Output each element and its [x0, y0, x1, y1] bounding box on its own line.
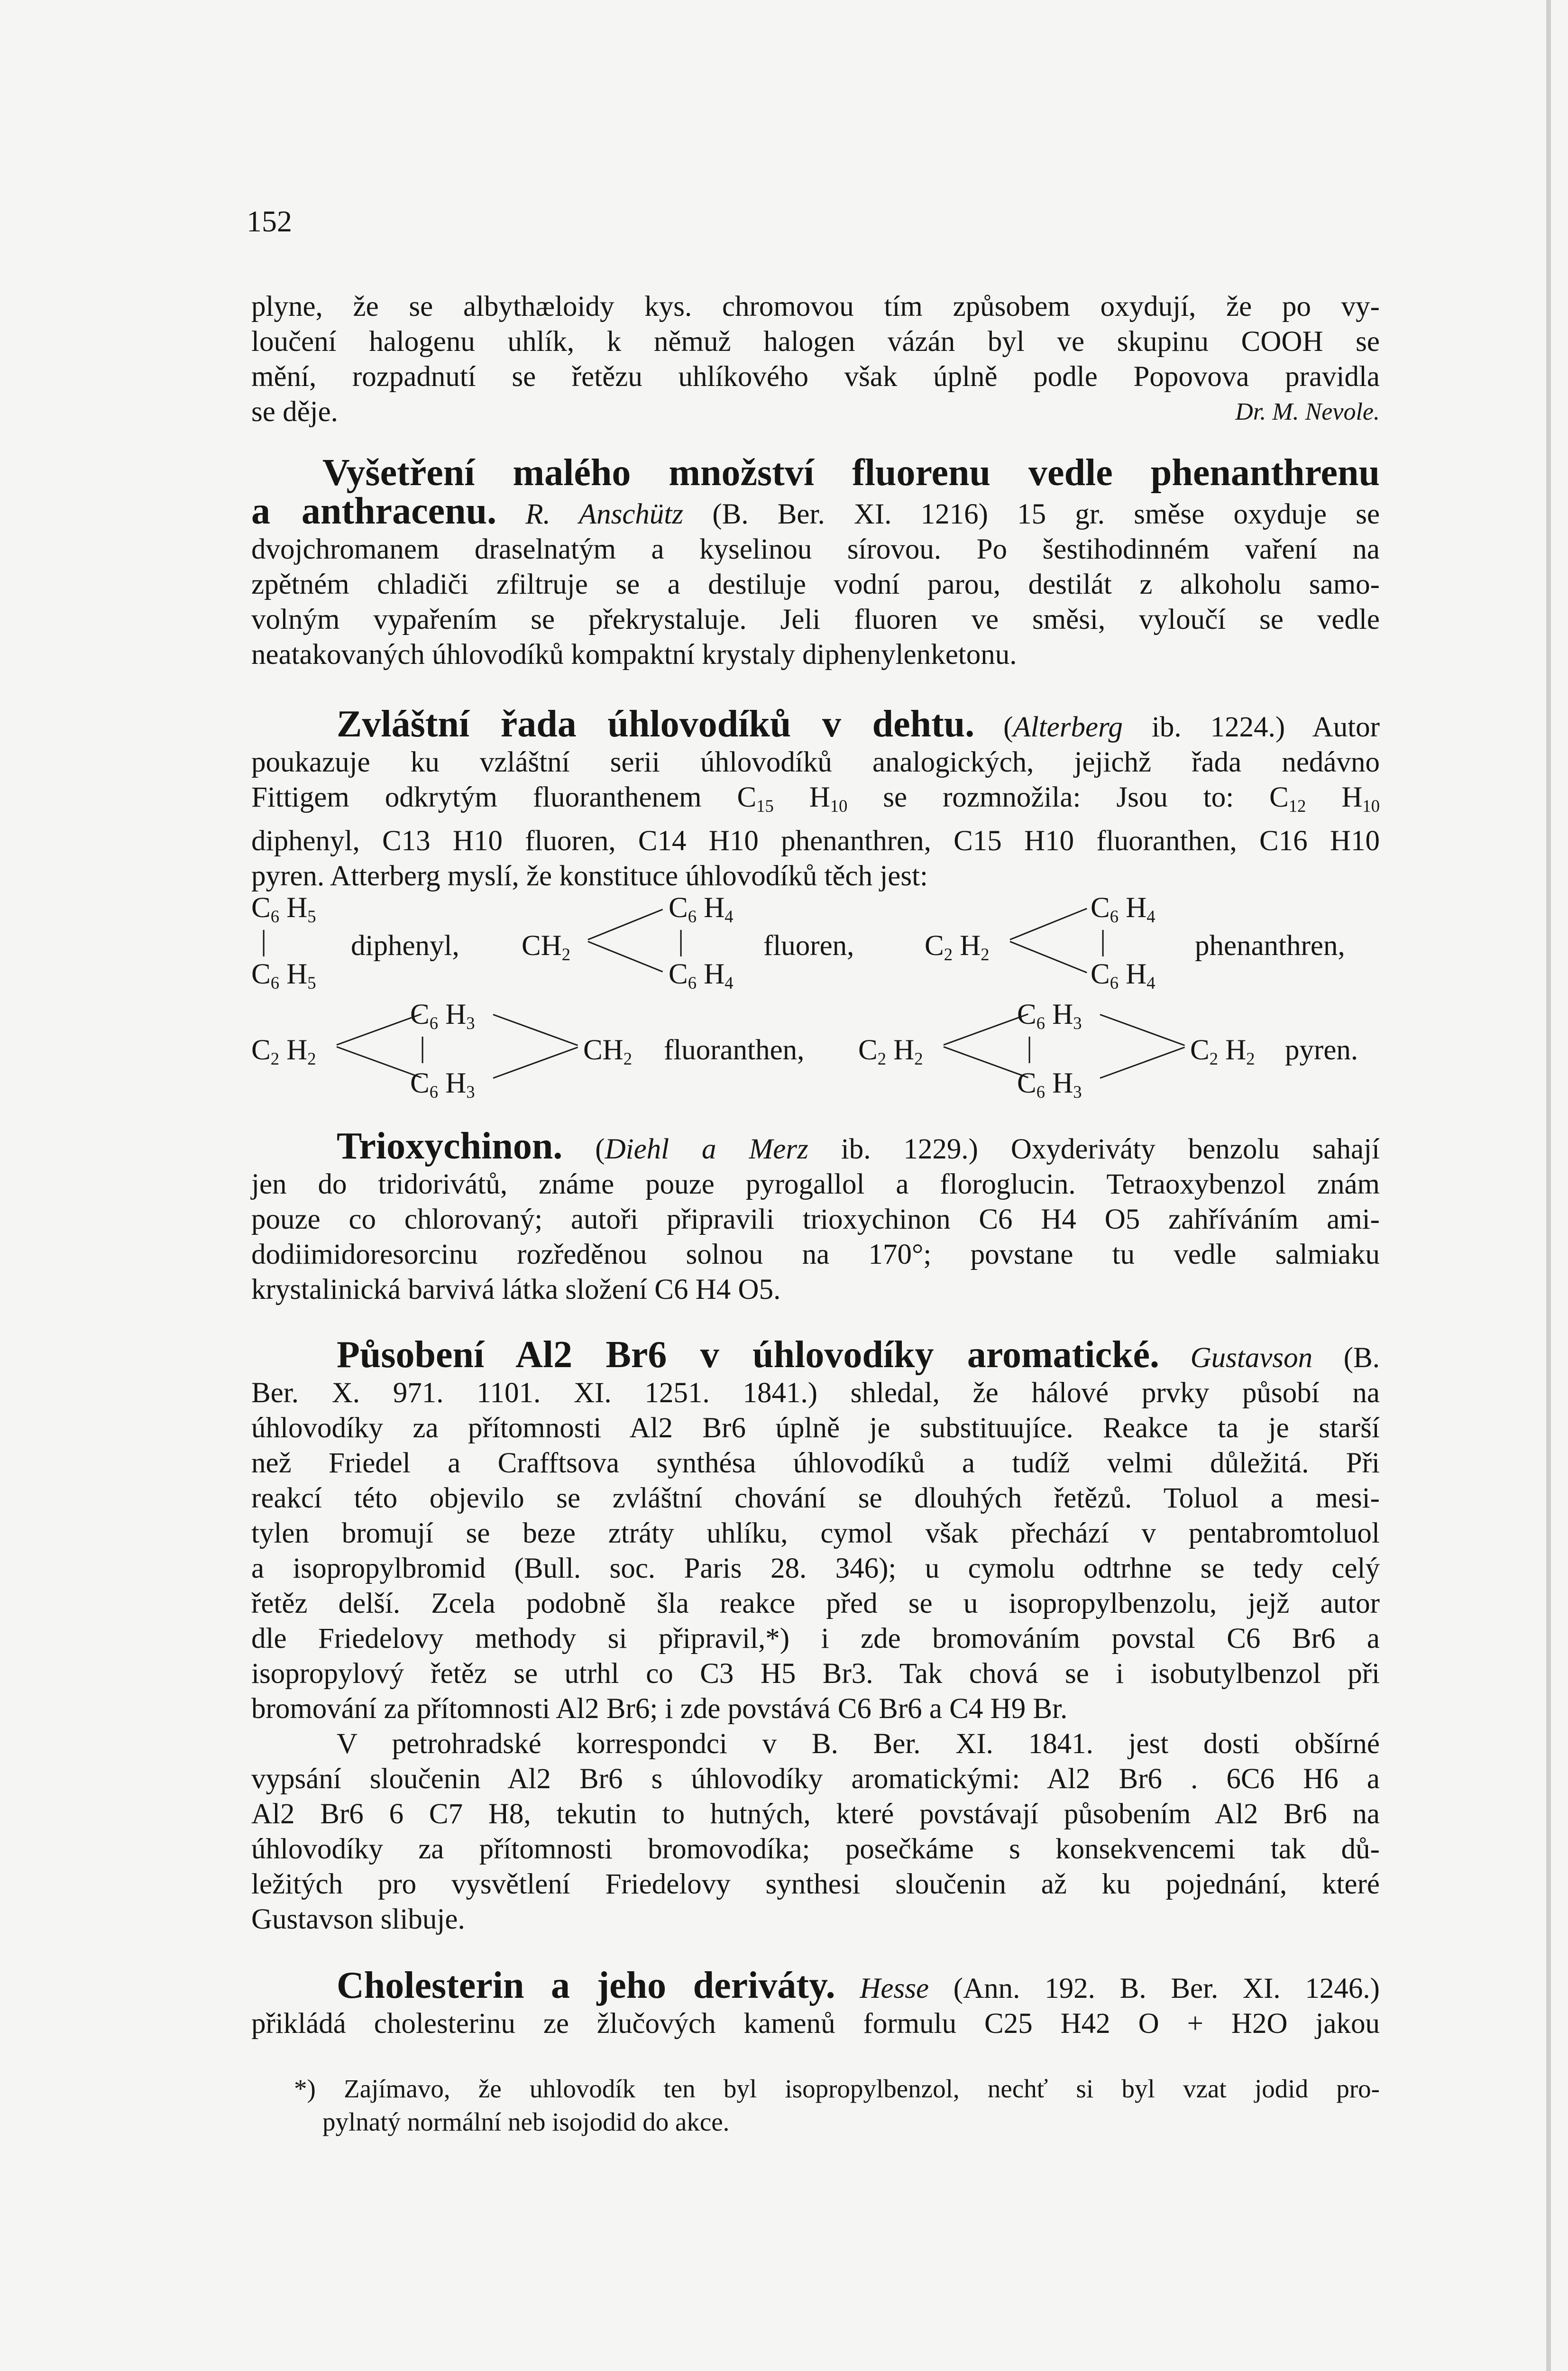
formula-label: fluoranthen,	[664, 1034, 805, 1066]
text-fragment: Fittigem odkrytým fluoranthenem C	[251, 781, 757, 813]
text-line: krystalinická barvivá látka složení C6 H4 O5.	[251, 1274, 781, 1305]
text-line: mění, rozpadnutí se řetězu uhlíkového však úplně podle Popovova pravidla	[251, 361, 1380, 393]
bond-line	[1100, 1014, 1185, 1046]
text-line: než Friedel a Crafftsova synthésa úhlovodíků a tudíž velmi důležitá. Při	[251, 1447, 1380, 1479]
page-number: 152	[247, 204, 292, 238]
formula-text: $CH_2$	[583, 1034, 633, 1068]
text-fragment: se rozmnožila: Jsou to: C	[883, 781, 1289, 813]
heading: Cholesterin a jeho deriváty.	[337, 1965, 835, 2006]
text-line: ležitých pro vysvětlení Friedelovy synthesi sloučenin až ku pojednání, které	[251, 1868, 1380, 1900]
formula-label: diphenyl,	[351, 930, 459, 962]
text-line: dodiimidoresorcinu rozředěnou solnou na 170°; povstane tu vedle salmiaku	[251, 1239, 1380, 1270]
text-line: diphenyl, C13 H10 fluoren, C14 H10 phenanthren, C15 H10 fluoranthen, C16 H10	[251, 825, 1380, 857]
formula-text: |	[420, 1032, 426, 1064]
formula-text: $C_6$ $H_5$	[251, 892, 316, 926]
formula-text: $C_6$ $H_5$	[251, 958, 316, 993]
heading: Zvláštní řada úhlovodíků v dehtu.	[337, 703, 975, 745]
author: Diehl a Merz	[605, 1133, 808, 1165]
text-line: tylen bromují se beze ztráty uhlíku, cymol však přechází v pentabromtoluol	[251, 1517, 1380, 1549]
author: Gustavson	[1190, 1342, 1313, 1374]
section-title	[251, 1965, 1380, 2006]
formula-text: $C_6$ $H_3$	[1017, 1067, 1082, 1102]
bond-line	[336, 1013, 422, 1046]
section-al2br6	[251, 1334, 1380, 1937]
formula-text: $C_6$ $H_4$	[1091, 958, 1155, 993]
text-line: řetěz delší. Zcela podobně šla reakce před se u isopropylbenzolu, jejž autor	[251, 1588, 1380, 1619]
bond-line	[587, 909, 663, 940]
reference: (B.	[1343, 1342, 1380, 1374]
formula-text: $C_2$ $H_2$	[1190, 1034, 1255, 1068]
text-line: volným vypařením se překrystaluje. Jeli fluoren ve směsi, vyloučí se vedle	[251, 604, 1380, 635]
formula-text: $C_6$ $H_3$	[410, 999, 475, 1033]
author: Hesse	[860, 1973, 929, 2004]
text-line: poukazuje ku vzláštní serii úhlovodíků analogických, jejichž řada nedávno	[251, 746, 1380, 778]
formula-label: fluoren,	[763, 930, 854, 962]
heading: Vyšetření malého množství fluorenu vedle phenanthrenu	[322, 452, 1380, 494]
text-line: Al2 Br6 6 C7 H8, tekutin to hutných, které povstávají působením Al2 Br6 na	[251, 1798, 1380, 1830]
bond-line	[943, 1046, 1028, 1078]
structural-formulas	[247, 891, 1385, 1110]
text-line	[251, 395, 1380, 430]
formula-text: $C_2$ $H_2$	[251, 1034, 316, 1068]
footnote-line: pylnatý normální neb isojodid do akce.	[322, 2107, 730, 2136]
heading: Působení Al2 Br6 v úhlovodíky aromatické.	[337, 1334, 1159, 1376]
text-line: dvojchromanem draselnatým a kyselinou sírovou. Po šestihodinném vaření na	[251, 533, 1380, 565]
text-line: neatakovaných úhlovodíků kompaktní krystaly diphenylenketonu.	[251, 639, 1017, 671]
footnote	[294, 2072, 1380, 2139]
section-title	[251, 452, 1380, 494]
text-line: isopropylový řetěz se utrhl co C3 H5 Br3. Tak chová se i isobutylbenzol při	[251, 1658, 1380, 1690]
formula-text: |	[678, 925, 684, 957]
formula-text: |	[1100, 925, 1106, 957]
text-line: zpětném chladiči zfiltruje se a destiluje vodní parou, destilát z alkoholu samo-	[251, 569, 1380, 600]
bond-line	[493, 1014, 578, 1046]
text-fragment: se děje.	[251, 396, 338, 428]
text-line: loučení halogenu uhlík, k němuž halogen vázán byl ve skupinu COOH se	[251, 326, 1380, 358]
text-line: Fittigem odkrytým fluoranthenem $C_{15}$ $H_{10}$ se rozmnožila: Jsou to: $C_{12}$ $H_{10}$	[251, 781, 1380, 816]
section-fluoren	[251, 452, 1380, 672]
text-line: přikládá cholesterinu ze žlučových kamenů formulu C25 H42 O + H2O jakou	[251, 2008, 1380, 2040]
text-line: pouze co chlorovaný; autoři připravili trioxychinon C6 H4 O5 zahříváním ami-	[251, 1204, 1380, 1235]
bond-line	[1009, 941, 1087, 973]
text-line: V petrohradské korrespondci v B. Ber. XI. 1841. jest dosti obšírné	[337, 1728, 1380, 1760]
text-line: jen do tridorivátů, známe pouze pyrogallol a floroglucin. Tetraoxybenzol znám	[251, 1168, 1380, 1200]
intro-paragraph	[251, 289, 1380, 430]
formula-text: |	[1027, 1032, 1033, 1064]
formula-text: $C_6$ $H_4$	[1091, 892, 1155, 926]
text-line: bromování za přítomnosti Al2 Br6; i zde povstává C6 Br6 a C4 H9 Br.	[251, 1693, 1068, 1725]
section-title: Trioxychinon. (Diehl a Merz ib. 1229.) Oxyderiváty benzolu sahají	[337, 1125, 1380, 1167]
heading: Trioxychinon.	[337, 1125, 563, 1167]
heading: a anthracenu.	[251, 490, 497, 532]
text-line: pyren. Atterberg myslí, že konstituce úhlovodíků těch jest:	[251, 860, 928, 892]
text-line: plyne, že se albythæloidy kys. chromovou tím způsobem oxydují, že po vy-	[251, 291, 1380, 322]
text-line: a isopropylbromid (Bull. soc. Paris 28. 346); u cymolu odtrhne se tedy celý	[251, 1553, 1380, 1584]
formula-text: |	[261, 925, 267, 957]
text-line	[251, 490, 1380, 532]
formula-text: $C_6$ $H_4$	[669, 958, 734, 993]
formula-text: $CH_2$	[522, 930, 571, 964]
formula-text: $C_2$ $H_2$	[925, 930, 990, 964]
footnote-line: *) Zajímavo, že uhlovodík ten byl isopropylbenzol, nechť si byl vzat jodid pro-	[294, 2074, 1380, 2103]
text-line: Ber. X. 971. 1101. XI. 1251. 1841.) shledal, že hálové prvky působí na	[251, 1377, 1380, 1409]
text-line: dle Friedelovy methody si připravil,*) i zde bromováním povstal C6 Br6 a	[251, 1623, 1380, 1654]
bond-line	[336, 1046, 422, 1078]
author: Alterberg	[1013, 711, 1123, 743]
formula-text: $C_2$ $H_2$	[858, 1034, 923, 1068]
section-cholesterin	[251, 1965, 1380, 2041]
text-line: reakcí této objevilo se zvláštní chování se dlouhých řetězů. Toluol a mesi-	[251, 1482, 1380, 1514]
section-dehet	[251, 703, 1380, 894]
author: R. Anschütz	[525, 498, 684, 530]
reference: (B. Ber. XI. 1216) 15 gr. směse oxyduje se	[712, 498, 1380, 530]
formula-label: pyren.	[1285, 1034, 1358, 1066]
bond-line	[587, 941, 663, 972]
bond-line	[1009, 908, 1087, 940]
text-line: úhlovodíky za přítomnosti bromovodíka; posečkáme s konsekvencemi tak dů-	[251, 1833, 1380, 1865]
section-trioxychinon	[251, 1125, 1380, 1307]
section-title: Zvláštní řada úhlovodíků v dehtu. (Alterberg ib. 1224.) Autor	[337, 703, 1380, 745]
bond-line	[493, 1047, 578, 1079]
text-line: Gustavson slibuje.	[251, 1903, 465, 1935]
formula-text: $C_6$ $H_4$	[669, 892, 734, 926]
formula-text: $C_6$ $H_3$	[410, 1067, 475, 1102]
reference: (Ann. 192. B. Ber. XI. 1246.)	[953, 1973, 1380, 2004]
reference: ib. 1224.) Autor	[1151, 711, 1380, 743]
formula-text: $C_6$ $H_3$	[1017, 999, 1082, 1033]
text-line: úhlovodíky za přítomnosti Al2 Br6 úplně je substituujíce. Reakce ta je starší	[251, 1412, 1380, 1444]
page-edge	[1546, 0, 1551, 2371]
formula-label: phenanthren,	[1195, 930, 1345, 962]
reference: ib. 1229.) Oxyderiváty benzolu sahají	[841, 1133, 1380, 1165]
bond-line	[1100, 1047, 1185, 1079]
bond-line	[943, 1013, 1028, 1046]
text-line: vypsání sloučenin Al2 Br6 s úhlovodíky aromatickými: Al2 Br6 . 6C6 H6 a	[251, 1763, 1380, 1795]
section-title	[251, 1334, 1380, 1376]
signature: Dr. M. Nevole.	[1235, 398, 1380, 425]
